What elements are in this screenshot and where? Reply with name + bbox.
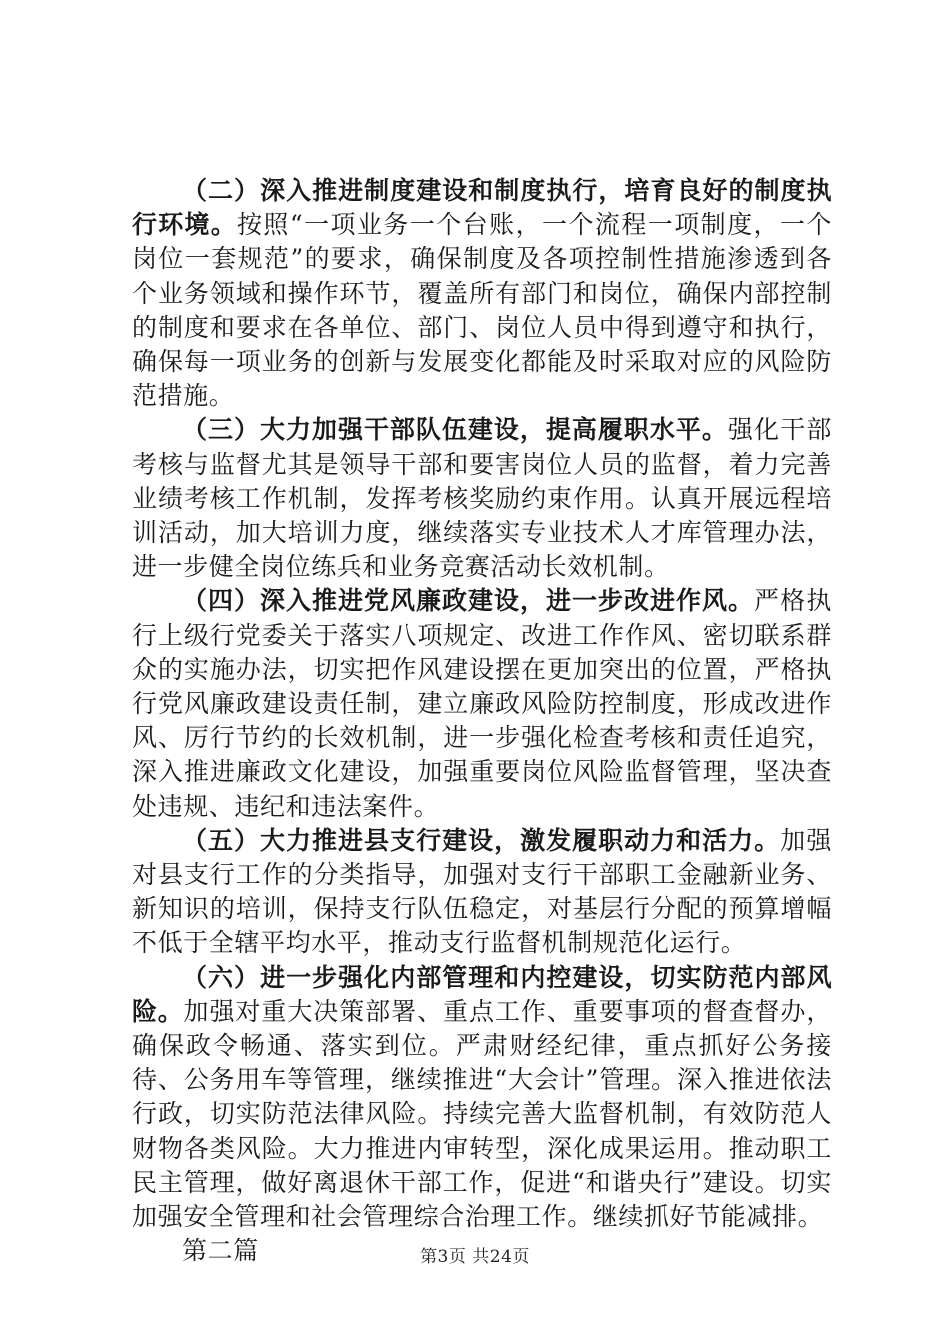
document-body xyxy=(132,174,832,1269)
paragraph-3 xyxy=(132,413,832,584)
paragraph-5-heading: （五）大力推进县支行建设，激发履职动力和活力。 xyxy=(182,825,781,855)
paragraph-4-text: 严格执行上级行党委关于落实八项规定、改进工作作风、密切联系群众的实施办法，切实把作风建设摆在更加突出的位置，严格执行党风廉政建设责任制，建立廉政风险防控制度，形成改进作风、厉行节约的长效机制，进一步强化检查考核和责任追究，深入推进廉政文化建设，加强重要岗位风险监督管理，坚决查处违规、违纪和违法案件。 xyxy=(132,586,832,821)
paragraph-2-text: 按照“一项业务一个台账，一个流程一项制度，一个岗位一套规范”的要求，确保制度及各项控制性措施渗透到各个业务领域和操作环节，覆盖所有部门和岗位，确保内部控制的制度和要求在各单位、部门、岗位人员中得到遵守和执行，确保每一项业务的创新与发展变化都能及时采取对应的风险防范措施。 xyxy=(132,210,832,411)
section-label: 第二篇 xyxy=(182,1236,259,1266)
page-footer: 第3页 共24页 xyxy=(420,1247,530,1267)
paragraph-5-text: 加强对县支行工作的分类指导，加强对支行干部职工金融新业务、新知识的培训，保持支行队伍稳定，对基层行分配的预算增幅不低于全辖平均水平，推动支行监督机制规范化运行。 xyxy=(132,825,832,958)
paragraph-4-heading: （四）深入推进党风廉政建设，进一步改进作风。 xyxy=(182,586,754,616)
paragraph-5 xyxy=(132,824,832,961)
paragraph-3-heading: （三）大力加强干部队伍建设，提高履职水平。 xyxy=(182,415,728,445)
paragraph-2-heading: （二）深入推进制度建设和制度执行，培育良好的制度执行环境。 xyxy=(132,176,832,240)
paragraph-6-heading: （六）进一步强化内部管理和内控建设，切实防范内部风险。 xyxy=(132,962,832,1026)
paragraph-3-text: 强化干部考核与监督尤其是领导干部和要害岗位人员的监督，着力完善业绩考核工作机制，发挥考核奖励约束作用。认真开展远程培训活动，加大培训力度，继续落实专业技术人才库管理办法，进一步健全岗位练兵和业务竞赛活动长效机制。 xyxy=(132,415,833,582)
paragraph-6 xyxy=(132,961,832,1235)
paragraph-6-text: 加强对重大决策部署、重点工作、重要事项的督查督办，确保政令畅通、落实到位。严肃财经纪律，重点抓好公务接待、公务用车等管理，继续推进“大会计”管理。深入推进依法行政，切实防范法律风险。持续完善大监督机制，有效防范人财物各类风险。大力推进内审转型，深化成果运用。推动职工民主管理，做好离退休干部工作，促进“和谐央行”建设。切实加强安全管理和社会管理综合治理工作。继续抓好节能减排。 xyxy=(132,996,832,1232)
paragraph-4 xyxy=(132,584,832,823)
paragraph-2 xyxy=(132,174,832,413)
